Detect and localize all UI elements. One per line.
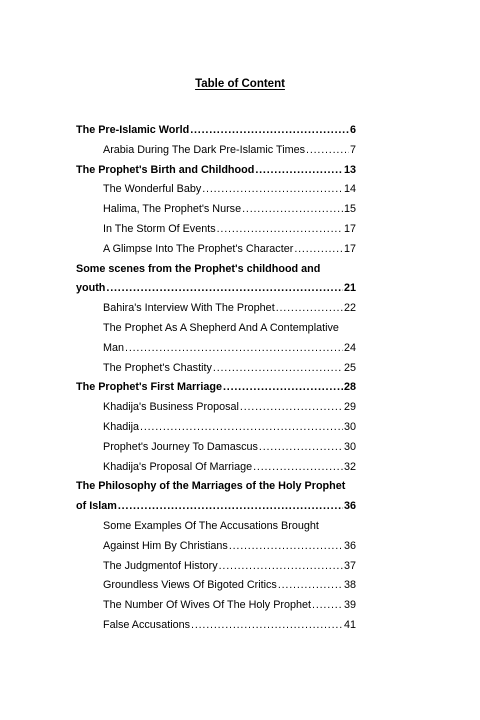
toc-entry[interactable] (76, 438, 356, 458)
toc-entry-page-number: 37 (343, 559, 356, 572)
toc-entry[interactable] (76, 576, 356, 596)
toc-entry-title: In The Storm Of Events (103, 222, 216, 235)
toc-entry-title: Khadija (103, 420, 140, 433)
toc-entry-page-number: 30 (343, 420, 356, 433)
dot-leader (223, 378, 343, 398)
toc-entry-page-number: 21 (343, 282, 356, 295)
toc-entry-title: Prophet's Journey To Damascus (103, 440, 258, 453)
toc-entry[interactable] (76, 359, 356, 379)
toc-entry-page-number: 22 (343, 302, 356, 315)
toc-entry-page-number: 39 (343, 599, 356, 612)
dot-leader (253, 458, 343, 478)
dot-leader (140, 418, 343, 438)
toc-entry-page-number: 36 (343, 500, 356, 513)
toc-entry-title: Khadija's Proposal Of Marriage (103, 460, 253, 473)
toc-entry[interactable] (76, 260, 356, 280)
dot-leader (190, 121, 349, 141)
toc-entry-page-number: 28 (343, 381, 356, 394)
dot-leader (217, 220, 343, 240)
toc-entry-title: Khadija's Business Proposal (103, 401, 239, 414)
toc-entry[interactable] (76, 121, 356, 141)
table-of-contents (76, 121, 356, 636)
dot-leader (278, 576, 343, 596)
toc-entry-title: Arabia During The Dark Pre-Islamic Times (103, 143, 306, 156)
toc-entry-title: Against Him By Christians (103, 539, 228, 552)
dot-leader (240, 398, 343, 418)
toc-entry[interactable] (76, 497, 356, 517)
toc-entry-page-number: 30 (343, 440, 356, 453)
toc-entry[interactable] (76, 279, 356, 299)
dot-leader (294, 240, 343, 260)
toc-entry-title: The Prophet's Birth and Childhood (76, 163, 255, 176)
dot-leader (312, 596, 343, 616)
toc-entry-title: The Pre-Islamic World (76, 124, 190, 136)
toc-entry-title: of Islam (76, 500, 117, 513)
toc-entry-title: The Prophet's First Marriage (76, 381, 222, 394)
toc-entry-page-number: 14 (343, 183, 356, 196)
dot-leader (106, 279, 343, 299)
toc-entry-page-number: 38 (343, 579, 356, 592)
toc-entry-title: False Accusations (103, 618, 191, 631)
toc-entry[interactable] (76, 458, 356, 478)
toc-entry[interactable] (76, 477, 356, 497)
toc-entry-page-number: 25 (343, 361, 356, 374)
toc-entry[interactable] (76, 339, 356, 359)
toc-entry-title: A Glimpse Into The Prophet's Character (103, 242, 294, 255)
toc-entry[interactable] (76, 180, 356, 200)
page-title: Table of Content (195, 78, 285, 90)
toc-entry-title: youth (76, 282, 106, 295)
toc-entry-page-number: 41 (343, 618, 356, 631)
toc-entry-title: The Prophet's Chastity (103, 361, 212, 374)
toc-entry-title: Bahira's Interview With The Prophet (103, 302, 275, 315)
toc-entry[interactable] (76, 141, 356, 161)
toc-entry-title: Man (103, 341, 125, 354)
dot-leader (202, 180, 343, 200)
toc-entry[interactable] (76, 596, 356, 616)
toc-entry[interactable] (76, 517, 356, 537)
toc-entry-page-number: 6 (349, 124, 356, 136)
toc-entry-title: The Wonderful Baby (103, 183, 202, 196)
toc-entry-page-number: 7 (349, 143, 356, 156)
toc-entry[interactable] (76, 398, 356, 418)
toc-entry[interactable] (76, 616, 356, 636)
toc-entry-title: The Philosophy of the Marriages of the Holy Prophet (76, 480, 346, 493)
dot-leader (118, 497, 343, 517)
toc-entry[interactable] (76, 537, 356, 557)
dot-leader (229, 537, 343, 557)
dot-leader (219, 557, 343, 577)
toc-entry-page-number: 24 (343, 341, 356, 354)
toc-entry-page-number: 15 (343, 203, 356, 216)
dot-leader (125, 339, 343, 359)
toc-entry-title: Some scenes from the Prophet's childhood and (76, 262, 321, 275)
dot-leader (306, 141, 349, 161)
toc-entry-page-number: 17 (343, 242, 356, 255)
toc-entry[interactable] (76, 319, 356, 339)
dot-leader (259, 438, 343, 458)
dot-leader (213, 359, 343, 379)
toc-entry[interactable] (76, 418, 356, 438)
toc-entry-title: The Judgmentof History (103, 559, 218, 572)
toc-entry-page-number: 36 (343, 539, 356, 552)
toc-entry[interactable] (76, 240, 356, 260)
toc-entry[interactable] (76, 299, 356, 319)
dot-leader (242, 200, 343, 220)
toc-entry-title: Groundless Views Of Bigoted Critics (103, 579, 277, 592)
dot-leader (191, 616, 343, 636)
toc-entry-page-number: 32 (343, 460, 356, 473)
toc-entry-page-number: 17 (343, 222, 356, 235)
toc-entry-title: Some Examples Of The Accusations Brought (103, 519, 319, 532)
dot-leader (276, 299, 343, 319)
toc-entry[interactable] (76, 161, 356, 181)
toc-entry-title: Halima, The Prophet's Nurse (103, 203, 242, 216)
dot-leader (255, 161, 343, 181)
toc-entry[interactable] (76, 378, 356, 398)
toc-entry[interactable] (76, 220, 356, 240)
toc-entry-page-number: 13 (343, 163, 356, 176)
toc-entry[interactable] (76, 200, 356, 220)
toc-entry-title: The Number Of Wives Of The Holy Prophet (103, 599, 312, 612)
toc-entry[interactable] (76, 557, 356, 577)
toc-entry-page-number: 29 (343, 401, 356, 414)
toc-entry-title: The Prophet As A Shepherd And A Contemplative (103, 321, 339, 334)
